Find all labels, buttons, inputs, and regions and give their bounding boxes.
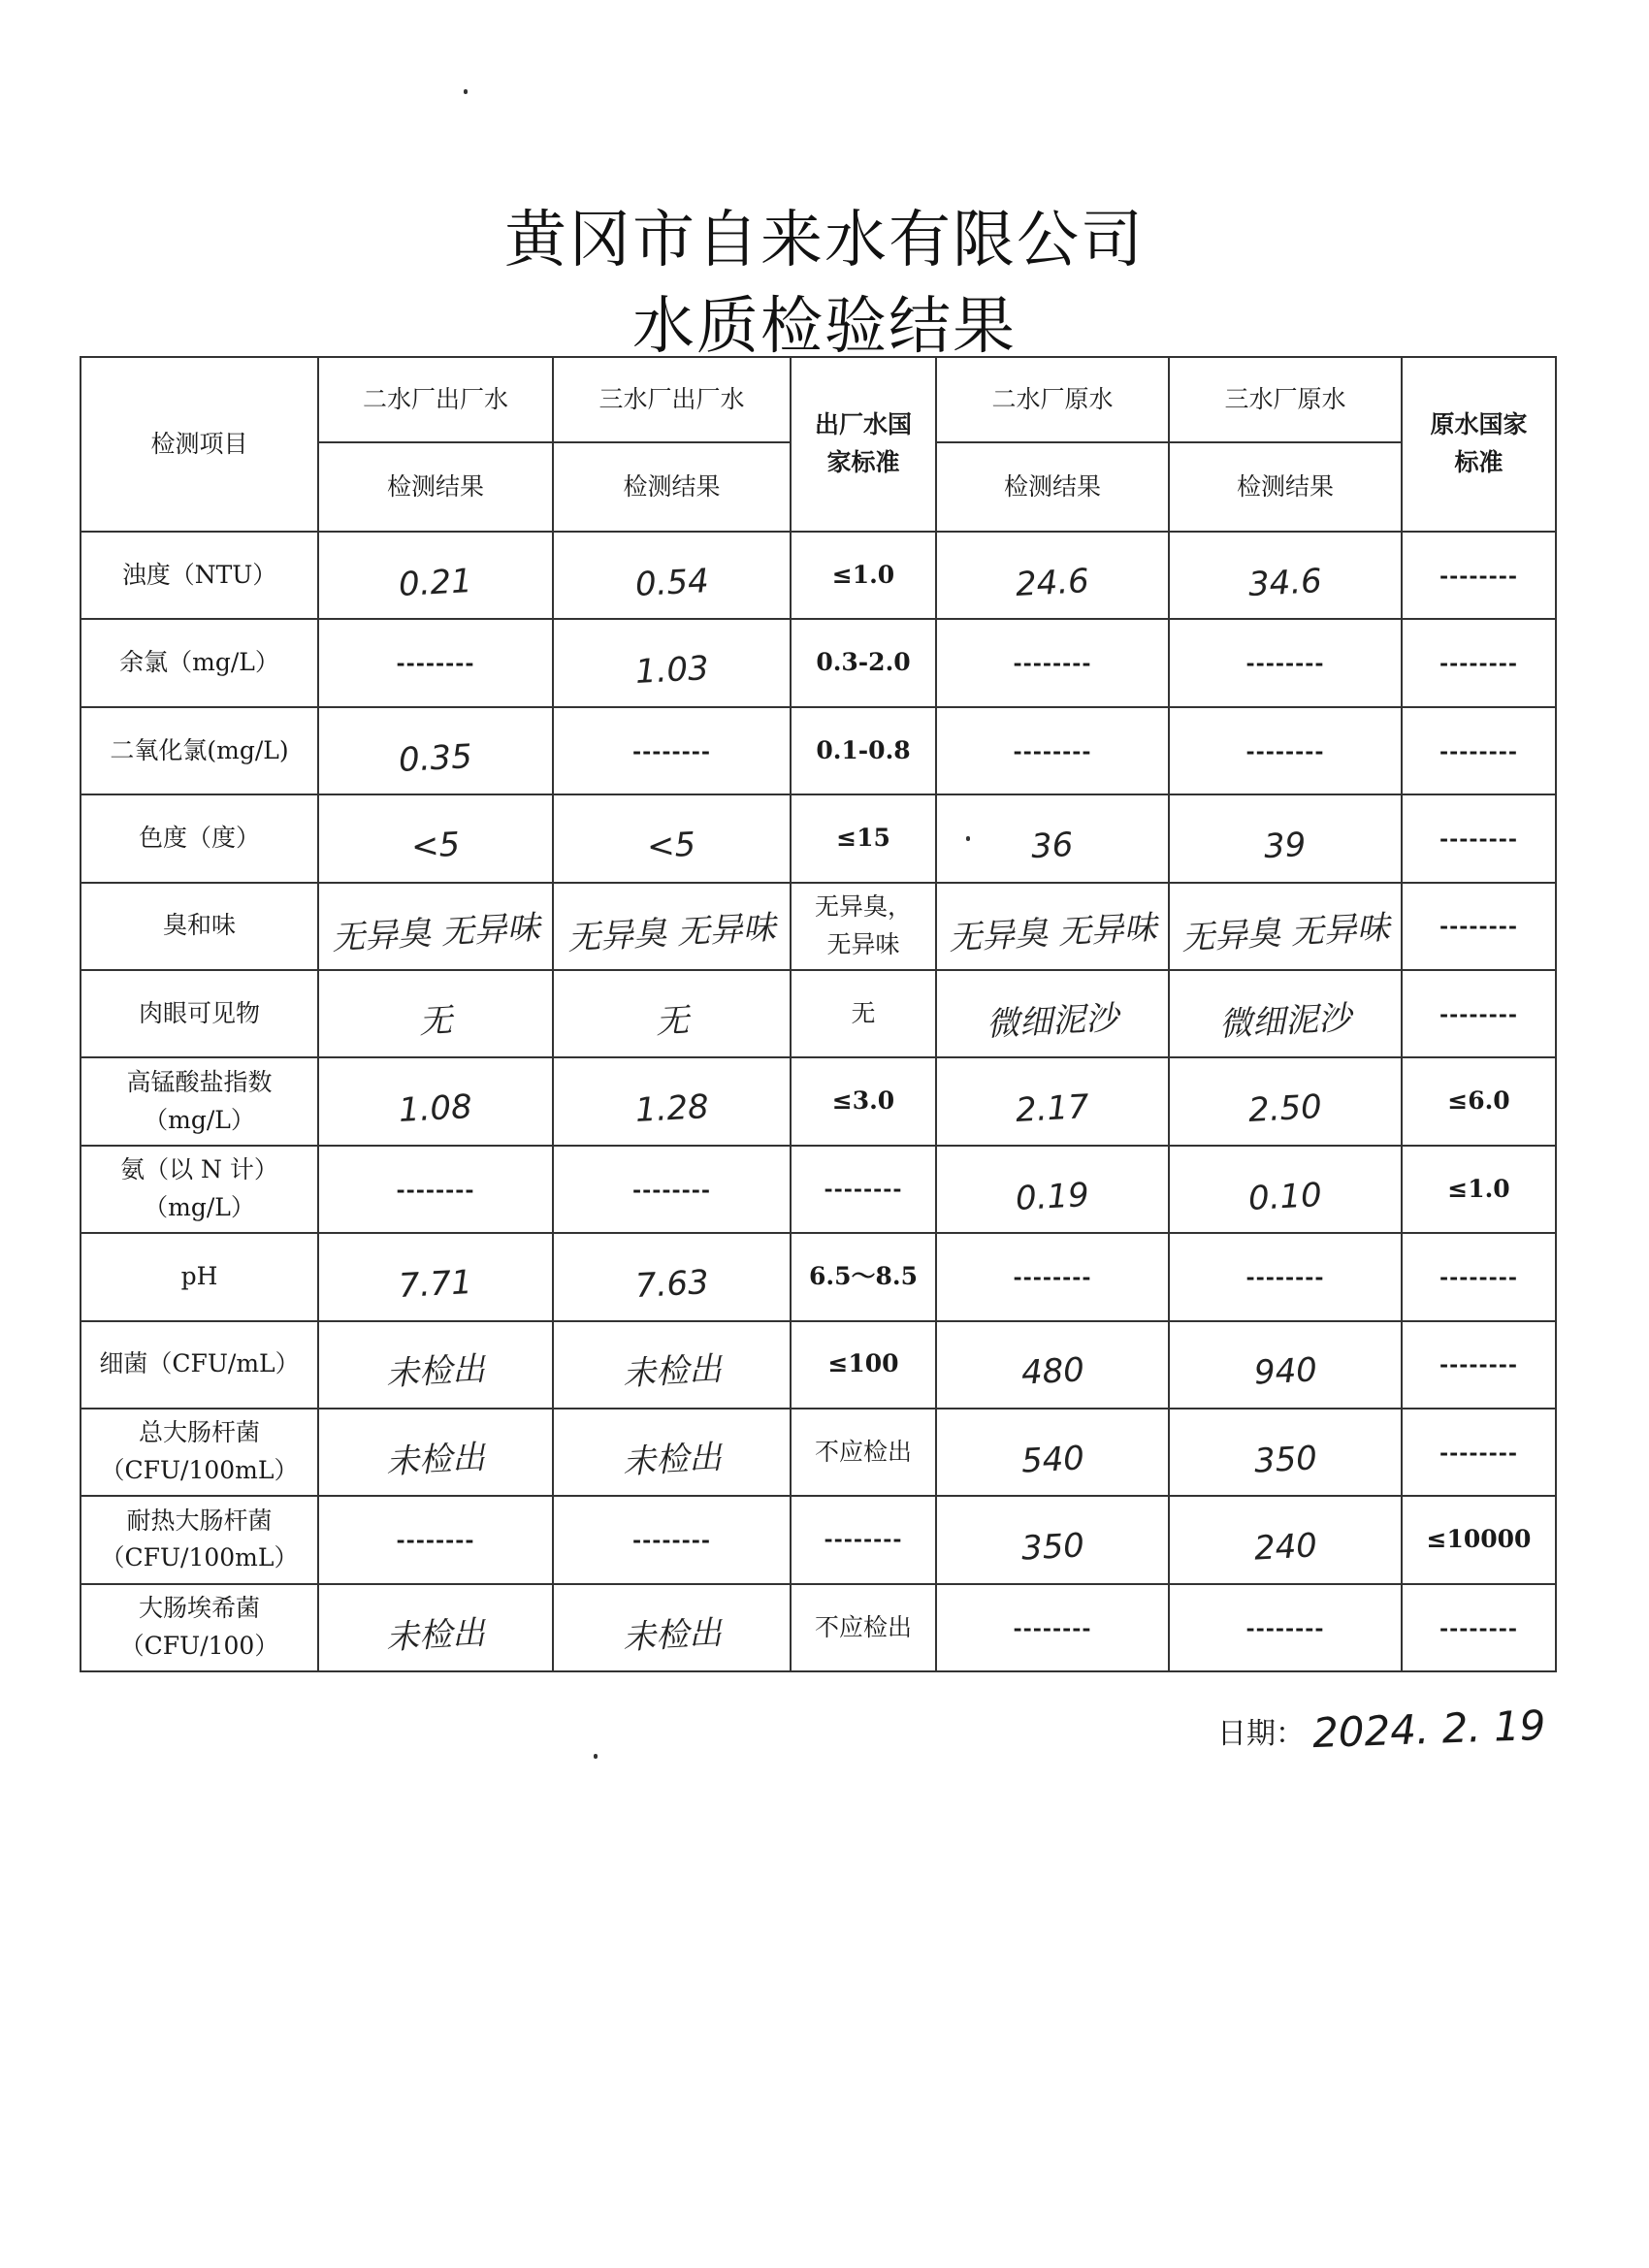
std-raw-cell (1402, 1321, 1556, 1409)
result-cell-col-3 (936, 532, 1169, 619)
std-value: -------- (1439, 1264, 1519, 1290)
std-value: -------- (1439, 1615, 1519, 1641)
item-name: 臭和味 (162, 911, 236, 940)
result-cell-col-4 (1169, 794, 1402, 882)
table-row (81, 1057, 1556, 1145)
std-value: -------- (1439, 651, 1519, 677)
result-value: -------- (396, 651, 475, 677)
item-name: （CFU/100mL） (100, 1543, 299, 1572)
std-raw-cell (1402, 1057, 1556, 1145)
result-value: 无异臭 无异味 (947, 908, 1158, 959)
std-value: -------- (1439, 563, 1519, 589)
table-row (81, 1233, 1556, 1320)
item-name: pH (180, 1261, 218, 1290)
header-result-3: 检测结果 (936, 442, 1169, 532)
result-value: 无异臭 无异味 (566, 908, 777, 959)
header-col-4: 三水厂原水 (1169, 357, 1402, 442)
table-row (81, 1584, 1556, 1671)
result-cell-col-2 (553, 532, 791, 619)
result-cell-col-1 (318, 1321, 553, 1409)
result-cell-col-4 (1169, 619, 1402, 706)
std-value: 无 (851, 998, 876, 1027)
date-row (1217, 1701, 1547, 1758)
item-name-cell (81, 1057, 318, 1145)
item-name: （mg/L） (144, 1105, 255, 1134)
result-value: 39 (1263, 825, 1308, 867)
result-value: <5 (409, 825, 462, 867)
result-cell-col-2 (553, 1146, 791, 1233)
result-value: 1.03 (633, 649, 710, 693)
result-cell-col-2 (553, 619, 791, 706)
std-value: -------- (1439, 738, 1519, 764)
result-value: 0.35 (398, 736, 473, 780)
std-value: -------- (1439, 914, 1519, 940)
result-value: -------- (631, 738, 712, 764)
result-cell-col-2 (553, 707, 791, 794)
std-out-cell (791, 970, 936, 1057)
table-row (81, 794, 1556, 882)
report-title: 水质检验结果 (632, 291, 1017, 363)
std-value: -------- (1439, 1440, 1519, 1466)
result-value: -------- (1245, 1264, 1325, 1290)
item-name: 总大肠杆菌 (138, 1418, 260, 1447)
result-value: <5 (646, 825, 697, 867)
item-name-cell (81, 970, 318, 1057)
result-value: 7.63 (633, 1263, 710, 1306)
header-col-1: 二水厂出厂水 (318, 357, 553, 442)
result-value: 350 (1019, 1526, 1085, 1569)
item-name: 氨（以 N 计） (120, 1155, 278, 1184)
table-row (81, 1409, 1556, 1496)
result-cell-col-4 (1169, 1584, 1402, 1671)
item-name-cell (81, 883, 318, 970)
result-cell-col-3 (936, 1409, 1169, 1496)
result-cell-col-2 (553, 970, 791, 1057)
result-cell-col-3 (936, 707, 1169, 794)
std-value: -------- (1439, 1352, 1519, 1378)
result-cell-col-2 (553, 1321, 791, 1409)
item-name-cell (81, 794, 318, 882)
item-name: 耐热大肠杆菌 (126, 1506, 273, 1535)
result-value: 240 (1252, 1526, 1318, 1569)
result-value: 0.10 (1247, 1175, 1323, 1218)
result-value: -------- (1245, 651, 1325, 677)
table-row (81, 707, 1556, 794)
result-value: 0.54 (633, 561, 710, 604)
header-row-1 (81, 357, 1556, 442)
result-cell-col-2 (553, 1584, 791, 1671)
std-out-cell (791, 1057, 936, 1145)
result-cell-col-1 (318, 794, 553, 882)
std-out-cell (791, 1146, 936, 1233)
item-name-cell (81, 1496, 318, 1583)
std-raw-cell (1402, 1496, 1556, 1583)
result-value: 34.6 (1247, 561, 1323, 604)
item-name-cell (81, 1584, 318, 1671)
result-cell-col-3 (936, 1057, 1169, 1145)
result-value: 未检出 (385, 1438, 486, 1482)
result-cell-col-1 (318, 1584, 553, 1671)
item-name: 色度（度） (138, 823, 260, 852)
std-value: ≤1.0 (831, 560, 895, 589)
std-raw-cell (1402, 1233, 1556, 1320)
std-out-cell (791, 1321, 936, 1409)
header-result-1: 检测结果 (318, 442, 553, 532)
std-out-cell (791, 883, 936, 970)
result-value: 36 (1030, 825, 1075, 867)
result-value: 24.6 (1015, 561, 1090, 604)
result-cell-col-2 (553, 794, 791, 882)
std-value: ≤6.0 (1447, 1086, 1510, 1116)
result-value: 940 (1252, 1350, 1318, 1394)
result-cell-col-4 (1169, 1233, 1402, 1320)
result-cell-col-1 (318, 1496, 553, 1583)
result-cell-col-1 (318, 707, 553, 794)
item-name-cell (81, 1233, 318, 1320)
result-value: -------- (631, 1177, 712, 1203)
result-value: 未检出 (621, 1612, 723, 1658)
std-out-cell (791, 794, 936, 882)
result-cell-col-1 (318, 1146, 553, 1233)
table-row (81, 1496, 1556, 1583)
result-value: -------- (1245, 1615, 1325, 1641)
result-cell-col-3 (936, 883, 1169, 970)
item-name-cell (81, 1146, 318, 1233)
header-result-4: 检测结果 (1169, 442, 1402, 532)
result-value: 1.28 (633, 1087, 710, 1131)
table-row (81, 532, 1556, 619)
result-value: 无 (654, 1000, 690, 1042)
result-cell-col-3 (936, 619, 1169, 706)
result-cell-col-3 (936, 1146, 1169, 1233)
table-row (81, 970, 1556, 1057)
scan-speck (594, 1754, 598, 1759)
result-cell-col-1 (318, 1409, 553, 1496)
result-value: 微细泥沙 (1218, 998, 1352, 1045)
result-value: 480 (1019, 1350, 1085, 1394)
result-value: -------- (1245, 738, 1325, 764)
std-value: ≤3.0 (831, 1086, 895, 1116)
item-name-cell (81, 1321, 318, 1409)
std-value: -------- (824, 1176, 903, 1202)
std-value: 不应检出 (814, 1612, 912, 1641)
std-value: 不应检出 (814, 1437, 912, 1466)
result-cell-col-3 (936, 794, 1169, 882)
std-value: ≤1.0 (1447, 1174, 1510, 1203)
result-cell-col-1 (318, 532, 553, 619)
result-cell-col-2 (553, 1496, 791, 1583)
std-value: -------- (824, 1527, 903, 1553)
header-result-2: 检测结果 (553, 442, 791, 532)
result-value: -------- (396, 1528, 475, 1554)
date-value: 2024. 2. 19 (1311, 1701, 1547, 1758)
result-cell-col-1 (318, 1233, 553, 1320)
result-cell-col-1 (318, 1057, 553, 1145)
std-raw-cell (1402, 1409, 1556, 1496)
result-cell-col-3 (936, 1584, 1169, 1671)
result-value: -------- (396, 1177, 475, 1203)
result-value: 未检出 (621, 1438, 723, 1482)
std-value: ≤100 (827, 1349, 899, 1378)
table-row (81, 619, 1556, 706)
result-value: -------- (631, 1528, 712, 1554)
std-raw-cell (1402, 970, 1556, 1057)
std-value: 无异臭， (814, 892, 912, 921)
std-value: 无异味 (826, 929, 900, 958)
result-value: 未检出 (385, 1349, 486, 1395)
results-table (80, 356, 1557, 1672)
std-out-cell (791, 619, 936, 706)
std-value: 0.3-2.0 (816, 648, 911, 677)
result-value: 无异臭 无异味 (1180, 908, 1391, 959)
item-name-cell (81, 532, 318, 619)
result-cell-col-1 (318, 883, 553, 970)
header-col-2: 三水厂出厂水 (553, 357, 791, 442)
std-out-cell (791, 707, 936, 794)
table-row (81, 883, 1556, 970)
std-value: ≤15 (836, 823, 890, 852)
result-value: 540 (1019, 1439, 1085, 1481)
std-raw-cell (1402, 1584, 1556, 1671)
result-value: 7.71 (398, 1263, 473, 1306)
std-out-cell (791, 1233, 936, 1320)
header-col-3: 二水厂原水 (936, 357, 1169, 442)
std-raw-cell (1402, 707, 1556, 794)
result-cell-col-4 (1169, 1321, 1402, 1409)
std-out-cell (791, 1409, 936, 1496)
result-value: 无异臭 无异味 (330, 908, 541, 959)
result-cell-col-4 (1169, 1057, 1402, 1145)
result-cell-col-2 (553, 883, 791, 970)
std-raw-cell (1402, 619, 1556, 706)
result-cell-col-4 (1169, 1409, 1402, 1496)
result-cell-col-2 (553, 1233, 791, 1320)
result-cell-col-4 (1169, 883, 1402, 970)
item-name-cell (81, 619, 318, 706)
item-name: 二氧化氯(mg/L) (110, 735, 289, 764)
result-value: -------- (1013, 651, 1092, 677)
result-cell-col-4 (1169, 1146, 1402, 1233)
company-title: 黄冈市自来水有限公司 (504, 205, 1145, 276)
item-name-cell (81, 707, 318, 794)
result-cell-col-3 (936, 970, 1169, 1057)
scan-speck (966, 836, 970, 841)
std-value: 6.5～8.5 (809, 1261, 918, 1290)
std-raw-cell (1402, 1146, 1556, 1233)
std-raw-cell (1402, 794, 1556, 882)
date-label: 日期： (1217, 1717, 1305, 1751)
result-cell-col-4 (1169, 532, 1402, 619)
item-name: 大肠埃希菌 (138, 1594, 260, 1623)
result-cell-col-2 (553, 1409, 791, 1496)
item-name: （CFU/100） (119, 1631, 279, 1660)
scan-speck (464, 89, 468, 94)
result-value: 2.50 (1247, 1087, 1323, 1131)
result-value: 未检出 (385, 1612, 486, 1658)
item-name: 浊度（NTU） (121, 560, 277, 589)
result-value: 微细泥沙 (986, 998, 1119, 1045)
std-value: 0.1-0.8 (816, 735, 911, 764)
std-value: ≤10000 (1426, 1525, 1532, 1554)
std-raw-cell (1402, 883, 1556, 970)
result-cell-col-1 (318, 970, 553, 1057)
item-name: 肉眼可见物 (138, 998, 260, 1027)
result-cell-col-4 (1169, 1496, 1402, 1583)
header-std-out: 出厂水国 家标准 (791, 357, 936, 532)
item-name: （CFU/100mL） (100, 1456, 299, 1485)
std-raw-cell (1402, 532, 1556, 619)
result-value: -------- (1013, 1264, 1092, 1290)
result-cell-col-4 (1169, 970, 1402, 1057)
item-name: 细菌（CFU/mL） (99, 1349, 300, 1378)
item-name: 高锰酸盐指数 (126, 1067, 273, 1096)
std-out-cell (791, 1496, 936, 1583)
result-value: 0.19 (1015, 1175, 1090, 1218)
result-cell-col-3 (936, 1233, 1169, 1320)
std-value: -------- (1439, 826, 1519, 852)
result-value: -------- (1013, 1615, 1092, 1641)
table-row (81, 1321, 1556, 1409)
result-value: 1.08 (398, 1087, 473, 1131)
result-value: 350 (1252, 1439, 1318, 1481)
result-value: 2.17 (1015, 1087, 1090, 1131)
std-out-cell (791, 1584, 936, 1671)
result-value: 0.21 (398, 561, 473, 604)
result-cell-col-2 (553, 1057, 791, 1145)
item-name: （mg/L） (144, 1192, 255, 1221)
item-name-cell (81, 1409, 318, 1496)
header-item: 检测项目 (81, 357, 318, 532)
item-name: 余氯（mg/L） (119, 648, 279, 677)
result-cell-col-4 (1169, 707, 1402, 794)
result-value: 无 (417, 1000, 454, 1042)
table-row (81, 1146, 1556, 1233)
result-value: 未检出 (621, 1349, 723, 1395)
result-value: -------- (1013, 738, 1092, 764)
result-cell-col-3 (936, 1321, 1169, 1409)
header-std-raw: 原水国家 标准 (1402, 357, 1556, 532)
std-out-cell (791, 532, 936, 619)
result-cell-col-3 (936, 1496, 1169, 1583)
result-cell-col-1 (318, 619, 553, 706)
std-value: -------- (1439, 1001, 1519, 1027)
